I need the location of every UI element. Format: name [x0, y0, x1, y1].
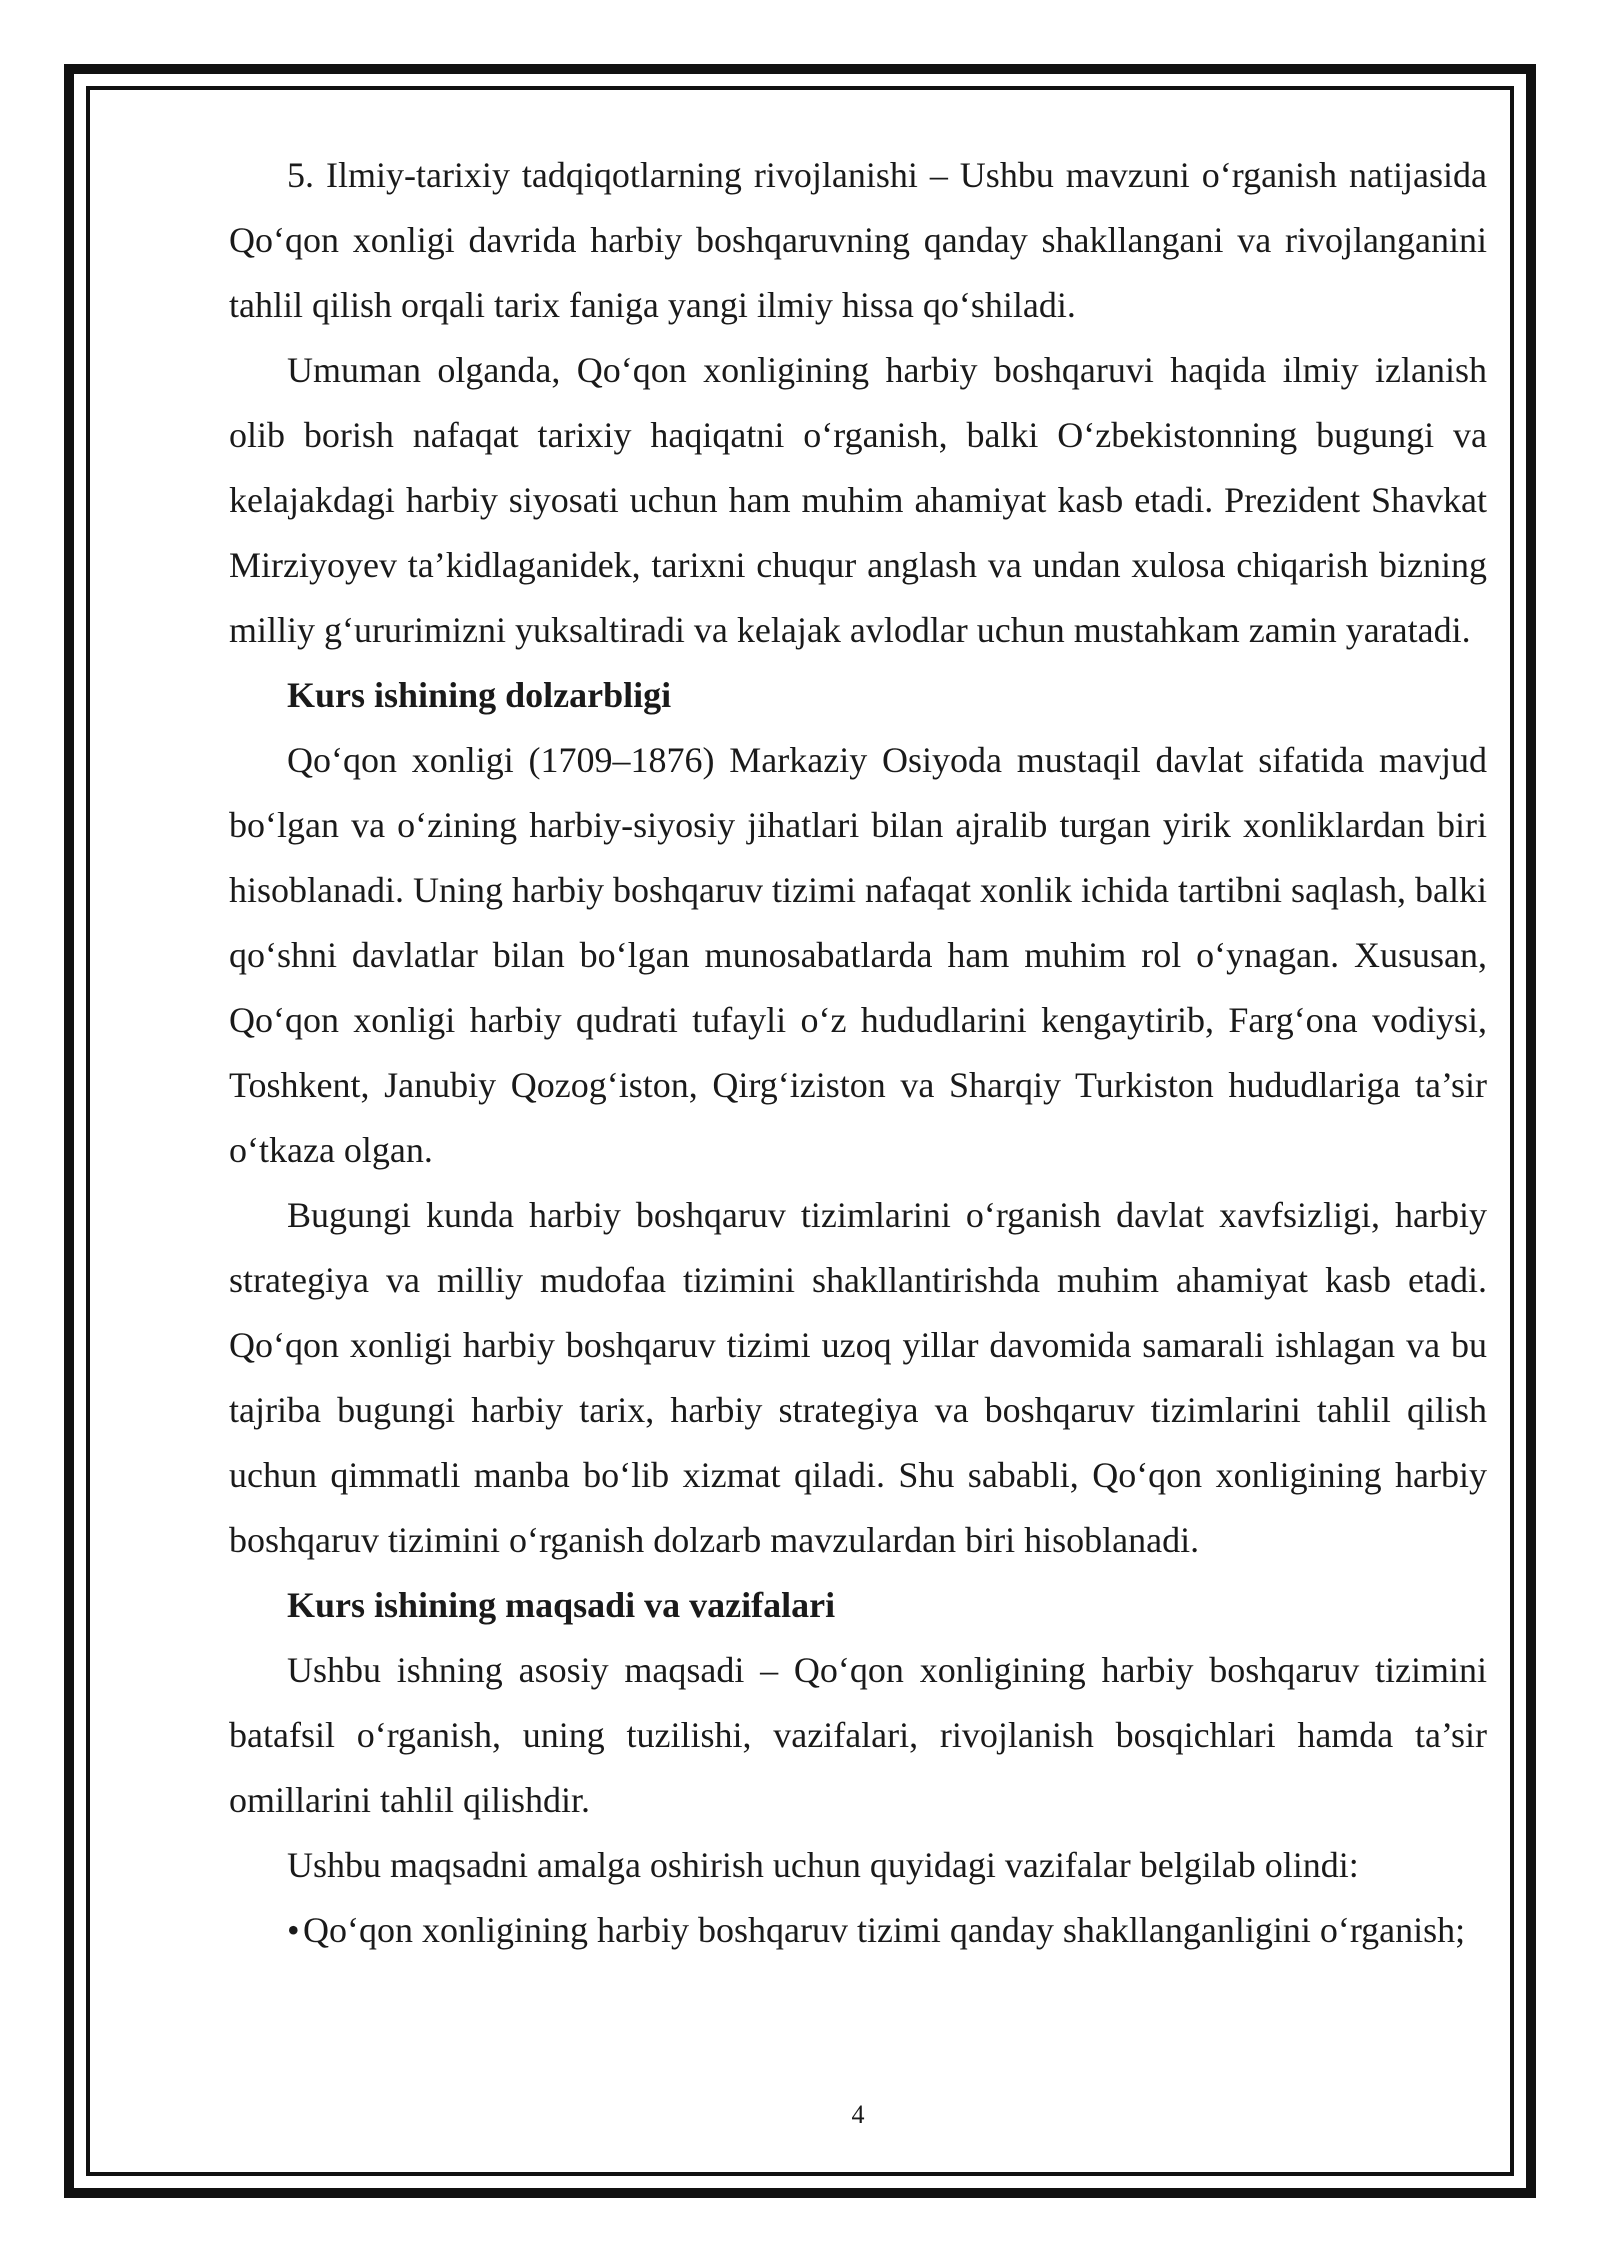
paragraph-main-goal: Ushbu ishning asosiy maqsadi – Qo‘qon xonligining harbiy boshqaruv tizimini batafsil o‘rganish, uning tuzilishi, vazifalari, rivojlanish bosqichlari hamda ta’sir omillarini tahlil qilishdir. [229, 1650, 1487, 1820]
paragraph-tasks-intro: Ushbu maqsadni amalga oshirish uchun quyidagi vazifalar belgilab olindi: [287, 1845, 1359, 1885]
list-item-task-1 [229, 1898, 1487, 1963]
heading-goals-tasks: Kurs ishining maqsadi va vazifalari [287, 1585, 836, 1625]
paragraph-kokand-khanate: Qo‘qon xonligi (1709–1876) Markaziy Osiyoda mustaqil davlat sifatida mavjud bo‘lgan va o‘zining harbiy-siyosiy jihatlari bilan ajralib turgan yirik xonliklardan biri hisoblanadi. Uning harbiy boshqaruv tizimi nafaqat xonlik ichida tartibni saqlash, balki qo‘shni davlatlar bilan bo‘lgan munosabatlarda ham muhim rol o‘ynagan. Xususan, Qo‘qon xonligi harbiy qudrati tufayli o‘z hududlarini kengaytirib, Farg‘ona vodiysi, Toshkent, Janubiy Qozog‘iston, Qirg‘iziston va Sharqiy Turkiston hududlariga ta’sir o‘tkaza olgan. [229, 740, 1487, 1170]
paragraph-summary: Umuman olganda, Qo‘qon xonligining harbiy boshqaruvi haqida ilmiy izlanish olib borish nafaqat tarixiy haqiqatni o‘rganish, balki O‘zbekistonning bugungi va kelajakdagi harbiy siyosati uchun ham muhim ahamiyat kasb etadi. Prezident Shavkat Mirziyoyev ta’kidlaganidek, tarixni chuqur anglash va undan xulosa chiqarish bizning milliy g‘ururimizni yuksaltiradi va kelajak avlodlar uchun mustahkam zamin yaratadi. [229, 350, 1487, 650]
list-item-text: Qo‘qon xonligining harbiy boshqaruv tizimi qanday shakllanganligini o‘rganish; [303, 1910, 1466, 1950]
paragraph-today: Bugungi kunda harbiy boshqaruv tizimlarini o‘rganish davlat xavfsizligi, harbiy strategiya va milliy mudofaa tizimini shakllantirishda muhim ahamiyat kasb etadi. Qo‘qon xonligi harbiy boshqaruv tizimi uzoq yillar davomida samarali ishlagan va bu tajriba bugungi harbiy tarix, harbiy strategiya va boshqaruv tizimlarini tahlil qilish uchun qimmatli manba bo‘lib xizmat qiladi. Shu sababli, Qo‘qon xonligining harbiy boshqaruv tizimini o‘rganish dolzarb mavzulardan biri hisoblanadi. [229, 1195, 1487, 1560]
paragraph-scientific-research: 5. Ilmiy-tarixiy tadqiqotlarning rivojlanishi – Ushbu mavzuni o‘rganish natijasida Qo‘qon xonligi davrida harbiy boshqaruvning qanday shakllangani va rivojlanganini tahlil qilish orqali tarix faniga yangi ilmiy hissa qo‘shiladi. [229, 155, 1487, 325]
heading-relevance: Kurs ishining dolzarbligi [287, 675, 672, 715]
document-body [229, 143, 1487, 1963]
page-number: 4 [851, 2100, 865, 2129]
bullet-icon: • [287, 1910, 300, 1950]
